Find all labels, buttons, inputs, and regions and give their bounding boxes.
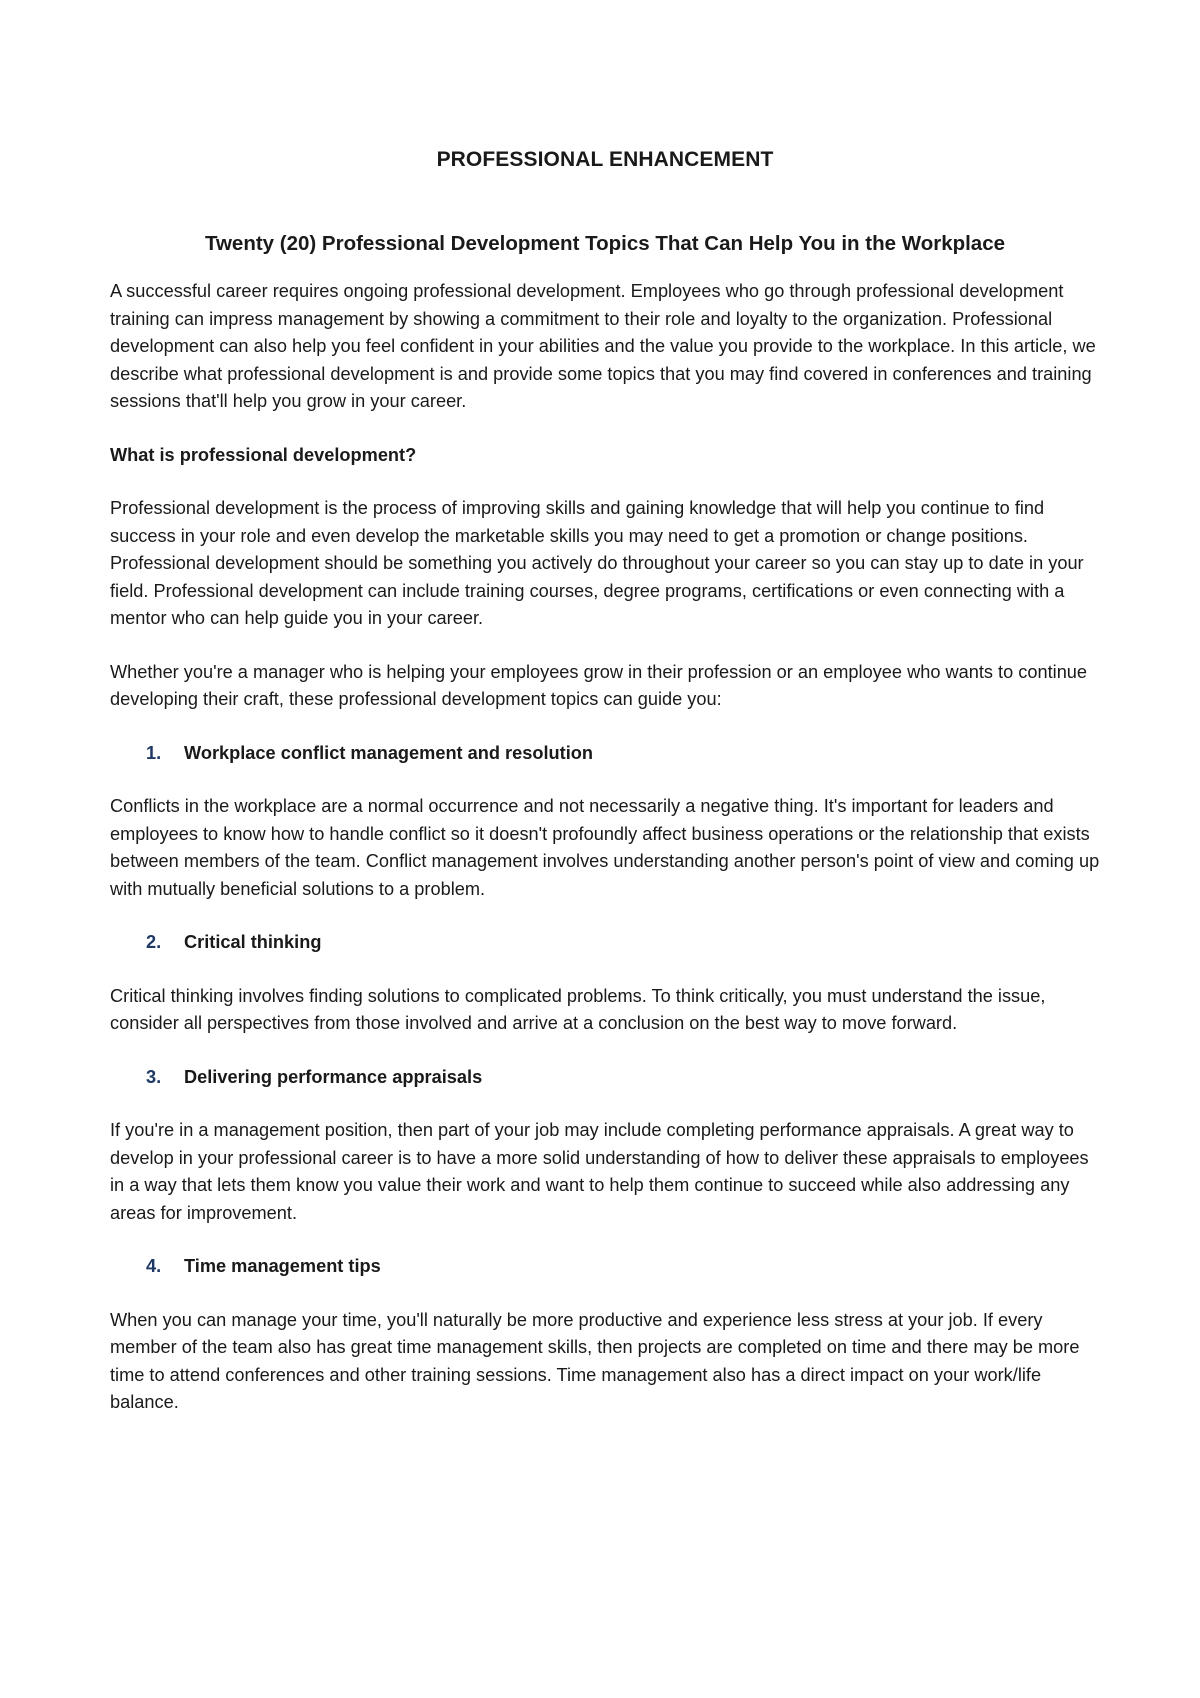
section-heading: What is professional development? — [110, 444, 417, 465]
topic-number: 3. — [146, 1066, 162, 1087]
topic-heading — [110, 1064, 1100, 1092]
topic-heading — [110, 1253, 1100, 1281]
topic-body: If you're in a management position, then part of your job may include completing performance appraisals. A great way to develop in your professional career is to have a more solid understanding of how to deliver these appraisals to employees in a way that lets them know you value their work and want to help them continue to succeed while also addressing any areas for improvement. — [110, 1120, 1089, 1223]
document-body — [110, 148, 1100, 1443]
section-paragraph: Professional development is the process of improving skills and gaining knowledge that will help you continue to find success in your role and even develop the marketable skills you may need to get a promotion or change positions. Professional development should be something you actively do throughout your career so you can stay up to date in your field. Professional development can include training courses, degree programs, certifications or even connecting with a mentor who can help guide you in your career. — [110, 498, 1084, 628]
document-subtitle: Twenty (20) Professional Development Topics That Can Help You in the Workplace — [204, 232, 1006, 255]
intro-paragraph: A successful career requires ongoing professional development. Employees who go through professional development training can impress management by showing a commitment to their role and loyalty to the organization. Professional development can also help you feel confident in your abilities and the value you provide to the workplace. In this article, we describe what professional development is and provide some topics that you may find covered in conferences and training sessions that'll help you grow in your career. — [110, 281, 1096, 411]
topic-body: When you can manage your time, you'll naturally be more productive and experience less stress at your job. If every member of the team also has great time management skills, then projects are completed on time and there may be more time to attend conferences and other training sessions. Time management also has a direct impact on your work/life balance. — [110, 1309, 1080, 1412]
topic-title: Critical thinking — [184, 932, 322, 952]
topic-title: Workplace conflict management and resolution — [184, 742, 593, 763]
topic-body: Conflicts in the workplace are a normal occurrence and not necessarily a negative thing. It's important for leaders and employees to know how to handle conflict so it doesn't profoundly affect business operations or the relationship that exists between members of the team. Conflict management involves understanding another person's point of view and coming up with mutually beneficial solutions to a problem. — [110, 796, 1100, 899]
topic-number: 4. — [146, 1256, 162, 1276]
section-paragraph: Whether you're a manager who is helping your employees grow in their profession or an employee who wants to continue developing their craft, these professional development topics can guide you: — [110, 661, 1088, 709]
topic-heading — [110, 929, 1100, 957]
topic-body: Critical thinking involves finding solutions to complicated problems. To think critically, you must understand the issue, consider all perspectives from those involved and arrive at a conclusion on the best way to move forward. — [110, 985, 1046, 1033]
document-title: PROFESSIONAL ENHANCEMENT — [436, 148, 774, 171]
topic-title: Time management tips — [184, 1256, 381, 1276]
topic-heading — [110, 740, 1100, 768]
topic-title: Delivering performance appraisals — [184, 1066, 483, 1087]
topic-number: 2. — [146, 932, 162, 952]
topic-number: 1. — [146, 742, 162, 763]
